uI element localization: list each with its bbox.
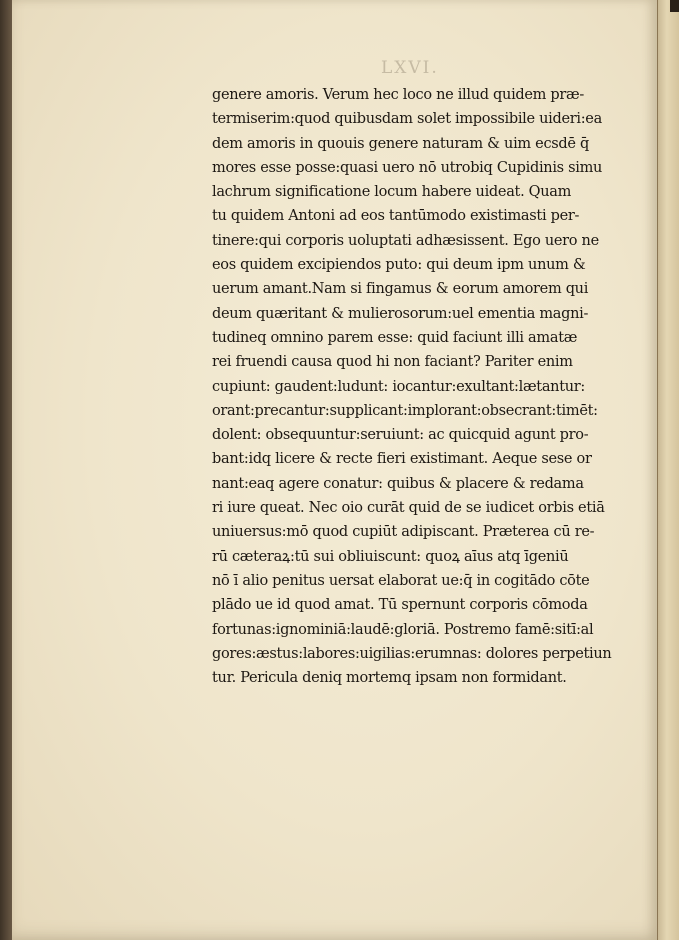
text-line: fortunas:ignominiā:laudē:gloriā. Postremo famē:sitī:al	[212, 621, 594, 638]
text-line: nant:eaq agere conatur: quibus & placere & redama	[212, 475, 584, 492]
text-block	[212, 83, 632, 690]
text-line: bant:idq licere & recte fieri existimant. Aeque sese or	[212, 451, 592, 468]
text-line: cupiunt: gaudent:ludunt: iocantur:exultant:lætantur:	[212, 378, 585, 395]
text-line: genere amoris. Verum hec loco ne illud quidem præ-	[212, 87, 584, 103]
text-line: mores esse posse:quasi uero nō utrobiq Cupidinis simu	[212, 159, 603, 176]
text-line: uerum amant.Nam si fingamus & eorum amorem qui	[212, 281, 589, 298]
text-line: uniuersus:mō quod cupiūt adipiscant. Præterea cū re-	[212, 524, 595, 541]
text-line: tudineq omnino parem esse: quid faciunt illi amatæ	[212, 329, 578, 346]
fore-edge-corner	[670, 0, 679, 12]
text-line: tinere:qui corporis uoluptati adhæsissent. Ego uero ne	[212, 232, 599, 249]
text-line: deum quæritant & mulierosorum:uel ementia magni-	[212, 305, 589, 322]
text-line: gores:æstus:labores:uigilias:erumnas: dolores perpetiun	[212, 645, 612, 662]
text-line: orant:precantur:supplicant:implorant:obsecrant:timēt:	[212, 402, 598, 419]
text-line: lachrum significatione locum habere uideat. Quam	[212, 184, 572, 201]
book-gutter	[0, 0, 12, 940]
text-line: tur. Pericula deniq mortemq ipsam non formidant.	[212, 670, 567, 687]
text-line: ri iure queat. Nec oio curāt quid de se iudicet orbis etiā	[212, 500, 605, 517]
text-line: termiserim:quod quibusdam solet impossibile uideri:ea	[212, 111, 602, 128]
text-line: dem amoris in quouis genere naturam & uim ecsdē q̄	[212, 135, 589, 152]
text-line: plādo ue id quod amat. Tū spernunt corporis cōmoda	[212, 597, 588, 614]
text-line: tu quidem Antoni ad eos tantūmodo existimasti per-	[212, 208, 580, 225]
page-stack-edge	[657, 0, 679, 940]
text-line: rū cæteraꝝ:tū sui obliuiscunt: quoꝝ aīus atq īgeniū	[212, 548, 569, 565]
text-line: nō ī alio penitus uersat elaborat ue:q̄ in cogitādo cōte	[212, 572, 590, 589]
text-line: rei fruendi causa quod hi non faciant? Pariter enim	[212, 354, 573, 371]
folio-number: LXVI.	[381, 58, 439, 78]
text-line: dolent: obsequuntur:seruiunt: ac quicquid agunt pro-	[212, 427, 589, 444]
text-line: eos quidem excipiendos puto: qui deum ipm unum &	[212, 257, 586, 274]
